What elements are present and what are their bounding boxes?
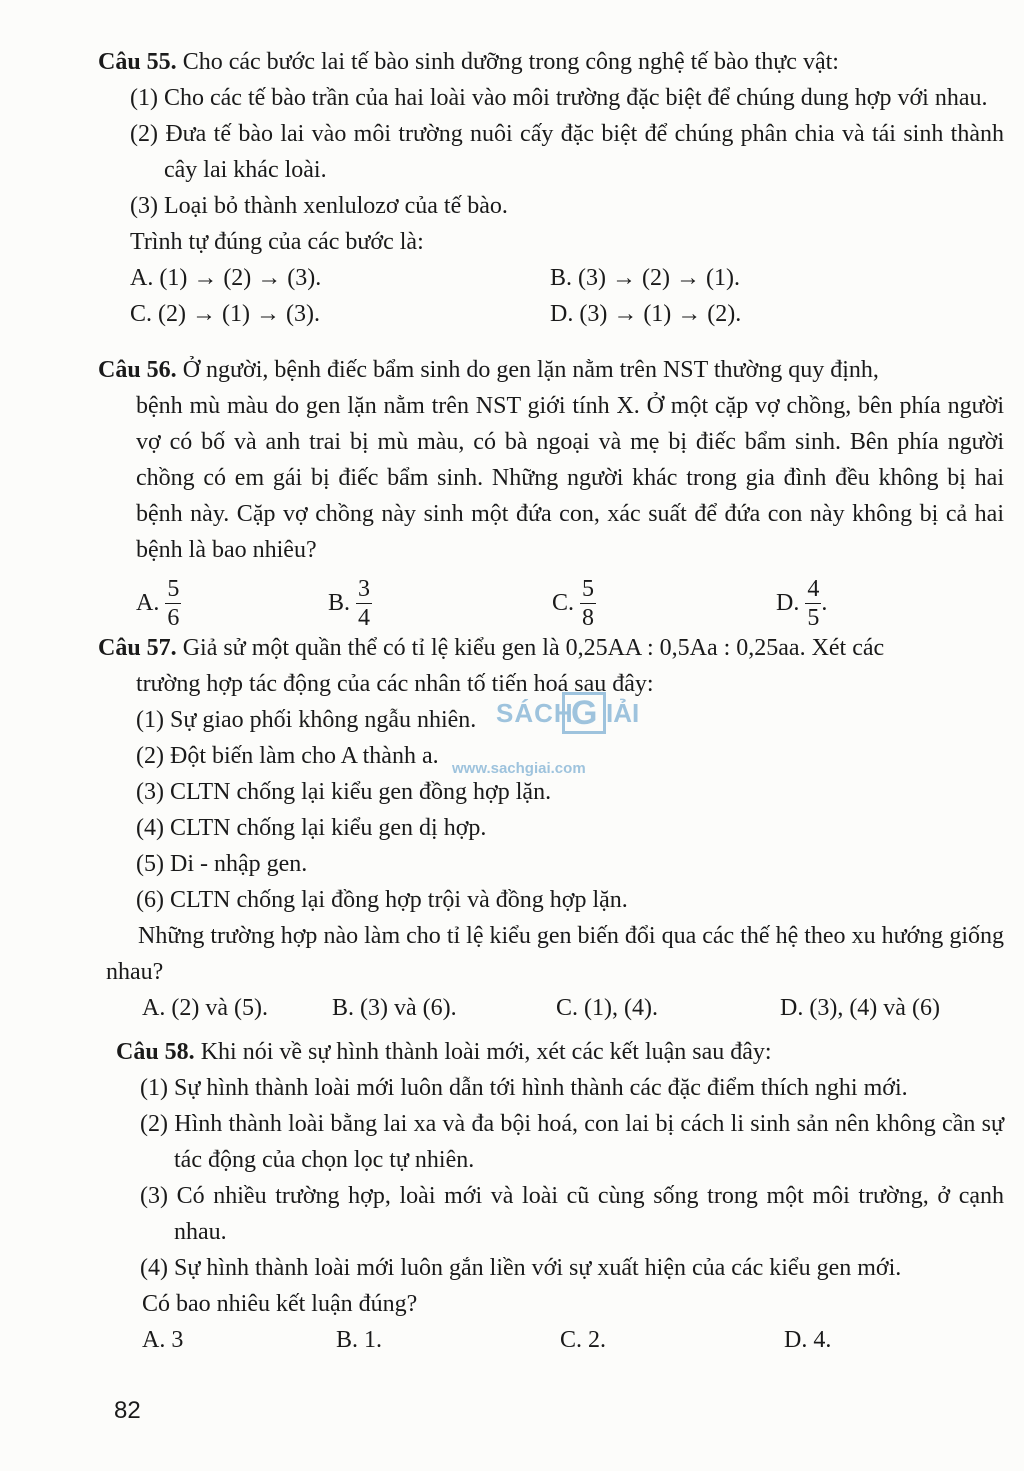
answer-c <box>552 568 596 638</box>
answer-row <box>116 1322 1004 1358</box>
question-text-continued: bệnh mù màu do gen lặn nằm trên NST giới tính X. Ở một cặp vợ chồng, bên phía người vợ có bố và anh trai bị mù màu, có bà ngoại và mẹ bị điếc bẩm sinh. Bên phía người chồng có em gái bị điếc bẩm sinh. Những người khác trong gia đình đều không bị hai bệnh này. Cặp vợ chồng này sinh một đứa con, xác suất để đứa con này không bị cả hai bệnh là bao nhiêu? <box>136 393 1004 563</box>
answer-b: B. 1. <box>336 1327 383 1353</box>
answer-a: A. (2) và (5). <box>142 995 268 1021</box>
answer-label: A. <box>136 590 160 616</box>
page-number: 82 <box>114 1397 141 1424</box>
answer-row <box>98 260 1004 296</box>
option-item: (1) Cho các tế bào trần của hai loài vào môi trường đặc biệt để chúng dung hợp với nhau. <box>130 85 988 111</box>
denominator: 6 <box>167 604 180 631</box>
option-item: (2) Đột biến làm cho A thành a. <box>136 743 439 769</box>
question-number: Câu 55. <box>98 49 177 75</box>
answer-row <box>98 296 1004 332</box>
answer-d: D. (3) → (1) → (2). <box>550 301 742 327</box>
question-stem: Trình tự đúng của các bước là: <box>130 229 424 255</box>
numerator: 3 <box>358 575 371 602</box>
option-item: (4) Sự hình thành loài mới luôn gắn liền với sự xuất hiện của các kiểu gen mới. <box>140 1255 902 1281</box>
question-stem: Những trường hợp nào làm cho tỉ lệ kiểu gen biến đổi qua các thế hệ theo xu hướng giống nhau? <box>106 923 1004 985</box>
question-55 <box>98 44 1004 332</box>
option-item: (5) Di - nhập gen. <box>136 851 308 877</box>
numerator: 4 <box>807 575 820 602</box>
question-stem: Có bao nhiêu kết luận đúng? <box>142 1291 418 1317</box>
option-item: (3) Loại bỏ thành xenlulozơ của tế bào. <box>130 193 508 219</box>
answer-c: C. 2. <box>560 1327 607 1353</box>
answer-b: B. (3) và (6). <box>332 995 457 1021</box>
answer-a <box>136 568 181 638</box>
question-text: Khi nói về sự hình thành loài mới, xét các kết luận sau đây: <box>194 1039 772 1065</box>
answer-label: B. <box>328 590 351 616</box>
answer-row <box>98 568 1004 638</box>
numerator: 5 <box>582 575 595 602</box>
question-text-continued: trường hợp tác động của các nhân tố tiến hoá sau đây: <box>136 671 654 697</box>
watermark-brand-left: SÁCH <box>496 698 574 728</box>
numerator: 5 <box>167 575 180 602</box>
option-item: (3) CLTN chống lại kiểu gen đồng hợp lặn. <box>136 779 552 805</box>
answer-a: A. 3 <box>142 1327 184 1353</box>
fraction <box>356 575 372 632</box>
answer-b <box>328 568 372 638</box>
watermark-logo <box>430 690 670 780</box>
question-number: Câu 58. <box>116 1039 195 1065</box>
answer-row <box>98 990 1004 1026</box>
option-item: (4) CLTN chống lại kiểu gen dị hợp. <box>136 815 487 841</box>
option-item: (3) Có nhiều trường hợp, loài mới và loài cũ cùng sống trong một môi trường, ở cạnh nhau. <box>140 1183 1004 1245</box>
question-number: Câu 56. <box>98 357 177 383</box>
watermark-url: www.sachgiai.com <box>452 760 586 777</box>
answer-b: B. (3) → (2) → (1). <box>550 265 740 291</box>
answer-tail: . <box>821 590 828 616</box>
answer-label: D. <box>776 590 800 616</box>
fraction <box>580 575 596 632</box>
answer-c: C. (2) → (1) → (3). <box>130 301 320 327</box>
watermark-brand-mid: G <box>562 692 606 734</box>
answer-c: C. (1), (4). <box>556 995 658 1021</box>
denominator: 4 <box>358 604 371 631</box>
denominator: 8 <box>582 604 595 631</box>
option-item: (6) CLTN chống lại đồng hợp trội và đồng hợp lặn. <box>136 887 628 913</box>
question-number: Câu 57. <box>98 635 177 661</box>
answer-a: A. (1) → (2) → (3). <box>130 265 322 291</box>
option-item: (2) Hình thành loài bằng lai xa và đa bội hoá, con lai bị cách li sinh sản nên không cần sự tác động của chọn lọc tự nhiên. <box>140 1111 1004 1173</box>
answer-d: D. (3), (4) và (6) <box>780 995 940 1021</box>
option-item: (1) Sự giao phối không ngẫu nhiên. <box>136 707 477 733</box>
answer-label: C. <box>552 590 575 616</box>
question-56 <box>98 352 1004 638</box>
question-text: Cho các bước lai tế bào sinh dưỡng trong công nghệ tế bào thực vật: <box>176 49 839 75</box>
fraction <box>165 575 181 632</box>
option-item: (1) Sự hình thành loài mới luôn dẫn tới hình thành các đặc điểm thích nghi mới. <box>140 1075 908 1101</box>
question-text: Ở người, bệnh điếc bẩm sinh do gen lặn nằm trên NST thường quy định, <box>176 357 879 383</box>
watermark-brand-right: IẢI <box>606 698 640 728</box>
answer-d <box>776 568 827 638</box>
answer-d: D. 4. <box>784 1327 832 1353</box>
option-item: (2) Đưa tế bào lai vào môi trường nuôi cấy đặc biệt để chúng phân chia và tái sinh thành cây lai khác loài. <box>130 121 1004 183</box>
fraction <box>805 575 821 632</box>
question-text: Giả sử một quần thể có tỉ lệ kiểu gen là 0,25AA : 0,5Aa : 0,25aa. Xét các <box>176 635 885 661</box>
denominator: 5 <box>807 604 820 631</box>
question-58 <box>116 1034 1004 1358</box>
